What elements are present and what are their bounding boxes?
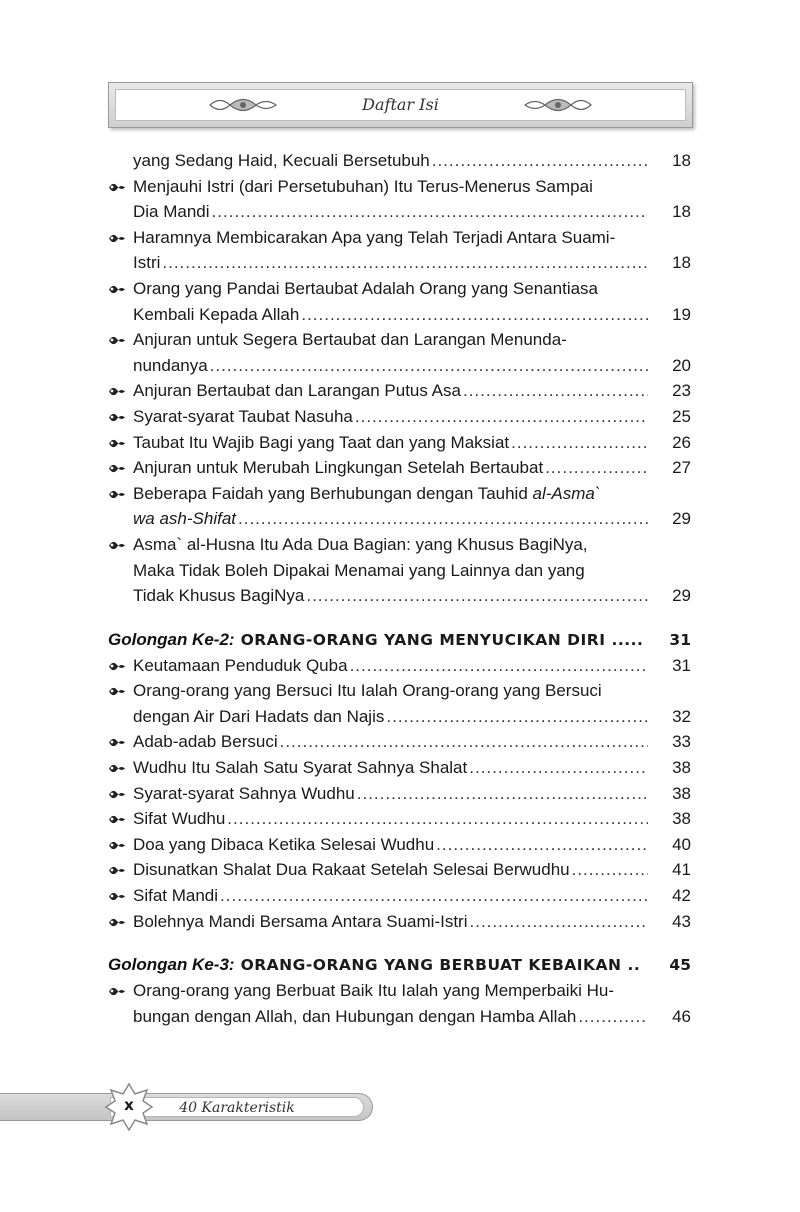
fleuron-bullet-icon xyxy=(108,232,126,245)
toc-entry-title-line: Menjauhi Istri (dari Persetubuhan) Itu Terus-Menerus Sampai xyxy=(133,176,593,196)
toc-entry-title-line: Haramnya Membicarakan Apa yang Telah Terjadi Antara Suami- xyxy=(133,227,616,247)
toc-entry-page: 43 xyxy=(672,911,691,931)
running-header xyxy=(108,82,693,128)
section-title: ORANG-ORANG YANG BERBUAT KEBAIKAN xyxy=(240,956,622,975)
toc-entry[interactable] xyxy=(108,327,693,378)
toc-entry-page: 38 xyxy=(672,783,691,803)
toc-entry[interactable] xyxy=(108,729,693,755)
toc-entry-page: 46 xyxy=(672,1006,691,1026)
toc-entry-page: 18 xyxy=(672,253,691,273)
toc-entry-page: 42 xyxy=(672,886,691,906)
toc-entry-title: bungan dengan Allah, dan Hubungan dengan Hamba Allah xyxy=(133,1006,577,1026)
section-page: 45 xyxy=(669,956,691,975)
fleuron-bullet-icon xyxy=(108,864,126,877)
fleuron-bullet-icon xyxy=(108,334,126,347)
section-title: ORANG-ORANG YANG MENYUCIKAN DIRI xyxy=(240,630,606,649)
fleuron-bullet-icon xyxy=(108,539,126,552)
fleuron-bullet-icon xyxy=(108,283,126,296)
fleuron-bullet-icon xyxy=(108,411,126,424)
toc-entry[interactable] xyxy=(108,532,693,609)
toc-entry-page: 38 xyxy=(672,758,691,778)
toc-entry-page: 40 xyxy=(672,834,691,854)
fleuron-bullet-icon xyxy=(108,685,126,698)
toc-entry-title: Keutamaan Penduduk Quba xyxy=(133,655,348,675)
fleuron-bullet-icon xyxy=(108,762,126,775)
toc-entry-page: 18 xyxy=(672,202,691,222)
floral-ornament-icon xyxy=(523,94,593,116)
toc-entry-page: 25 xyxy=(672,406,691,426)
fleuron-bullet-icon xyxy=(108,890,126,903)
toc-entry[interactable] xyxy=(108,978,693,1029)
fleuron-bullet-icon xyxy=(108,985,126,998)
section-heading[interactable] xyxy=(108,627,693,653)
toc-entry-title: Tidak Khusus BagiNya xyxy=(133,586,305,606)
toc-entry-title: Istri xyxy=(133,253,161,273)
toc-entry-title: Wudhu Itu Salah Satu Syarat Sahnya Shalat xyxy=(133,758,468,778)
toc-entry[interactable] xyxy=(108,678,693,729)
toc-entry[interactable] xyxy=(108,857,693,883)
fleuron-bullet-icon xyxy=(108,788,126,801)
toc-entry[interactable] xyxy=(108,378,693,404)
toc-entry-title: Sifat Mandi xyxy=(133,886,219,906)
toc-entry-title-line: Orang-orang yang Bersuci Itu Ialah Orang-orang yang Bersuci xyxy=(133,681,602,701)
toc-entry-title: Taubat Itu Wajib Bagi yang Taat dan yang Maksiat xyxy=(133,432,510,452)
page-number: x xyxy=(124,1096,134,1114)
toc-entry[interactable] xyxy=(108,832,693,858)
toc-entry-page: 20 xyxy=(672,355,691,375)
toc-entry-title: Bolehnya Mandi Bersama Antara Suami-Istri xyxy=(133,911,468,931)
toc-entry-title: Syarat-syarat Taubat Nasuha xyxy=(133,406,353,426)
toc-entry-page: 18 xyxy=(672,151,691,170)
fleuron-bullet-icon xyxy=(108,839,126,852)
toc-entry-title: nundanya xyxy=(133,355,208,375)
toc-entry[interactable] xyxy=(108,276,693,327)
toc-entry-title-line: Orang-orang yang Berbuat Baik Itu Ialah yang Memperbaiki Hu- xyxy=(133,981,614,1001)
toc-entry[interactable] xyxy=(108,781,693,807)
toc-entry-title-line: Maka Tidak Boleh Dipakai Menamai yang Lainnya dan yang xyxy=(133,560,585,580)
toc-entry-page: 33 xyxy=(672,732,691,752)
toc-entry-page: 29 xyxy=(672,509,691,529)
section-leader: ..... xyxy=(611,630,644,649)
toc-entry-page: 19 xyxy=(672,304,691,324)
section-leader: .. xyxy=(627,956,641,975)
toc-entry-title-emphasis: al-Asma` xyxy=(532,483,601,503)
toc-entry-title: Doa yang Dibaca Ketika Selesai Wudhu xyxy=(133,834,435,854)
toc-entry[interactable] xyxy=(108,430,693,456)
toc-entry[interactable] xyxy=(108,883,693,909)
toc-entry-title: Disunatkan Shalat Dua Rakaat Setelah Selesai Berwudhu xyxy=(133,860,570,880)
toc-entry-page: 29 xyxy=(672,586,691,606)
book-title: 40 Karakteristik xyxy=(179,1100,295,1116)
toc-entry[interactable] xyxy=(108,404,693,430)
fleuron-bullet-icon xyxy=(108,181,126,194)
toc-entry-title-line: Beberapa Faidah yang Berhubungan dengan Tauhid xyxy=(133,483,528,503)
toc-entry-page: 26 xyxy=(672,432,691,452)
toc-entry[interactable] xyxy=(108,653,693,679)
toc-entry-title: dengan Air Dari Hadats dan Najis xyxy=(133,706,385,726)
toc-entry-title: Adab-adab Bersuci xyxy=(133,732,278,752)
toc-entry-page: 27 xyxy=(672,458,691,478)
toc-entry[interactable] xyxy=(108,481,693,532)
fleuron-bullet-icon xyxy=(108,462,126,475)
toc-entry-title-line: Anjuran untuk Segera Bertaubat dan Larangan Menunda- xyxy=(133,330,567,350)
section-page: 31 xyxy=(669,630,691,649)
fleuron-bullet-icon xyxy=(108,813,126,826)
fleuron-bullet-icon xyxy=(108,437,126,450)
toc-entry-page: 32 xyxy=(672,706,691,726)
toc-entry-title: Anjuran Bertaubat dan Larangan Putus Asa xyxy=(133,381,461,401)
toc-entry[interactable] xyxy=(108,806,693,832)
header-title: Daftar Isi xyxy=(362,95,439,114)
toc-entry-title-line: Asma` al-Husna Itu Ada Dua Bagian: yang Khusus BagiNya, xyxy=(133,534,588,554)
toc-entry-title: yang Sedang Haid, Kecuali Bersetubuh xyxy=(133,151,430,170)
toc-entry[interactable] xyxy=(108,455,693,481)
fleuron-bullet-icon xyxy=(108,916,126,929)
toc-entry-page: 23 xyxy=(672,381,691,401)
toc-entry-title: Sifat Wudhu xyxy=(133,809,226,829)
toc-entry[interactable] xyxy=(108,909,693,935)
toc-entry[interactable] xyxy=(108,755,693,781)
toc-entry-title-line: Orang yang Pandai Bertaubat Adalah Orang yang Senantiasa xyxy=(133,278,599,298)
toc-entry-page: 41 xyxy=(672,860,691,880)
section-label: Golongan Ke-2: xyxy=(108,629,235,649)
toc-entry-title: Anjuran untuk Merubah Lingkungan Setelah Bertaubat xyxy=(133,458,544,478)
fleuron-bullet-icon xyxy=(108,660,126,673)
fleuron-bullet-icon xyxy=(108,385,126,398)
toc-entry-page: 38 xyxy=(672,809,691,829)
section-label: Golongan Ke-3: xyxy=(108,955,235,975)
toc-entry-title: Dia Mandi xyxy=(133,202,210,222)
fleuron-bullet-icon xyxy=(108,736,126,749)
fleuron-bullet-icon xyxy=(108,488,126,501)
toc-entry-title: wa ash-Shifat xyxy=(133,509,236,529)
toc-entry-page: 31 xyxy=(672,655,691,675)
toc-entry-title: Kembali Kepada Allah xyxy=(133,304,300,324)
running-header-frame xyxy=(115,89,686,121)
table-of-contents xyxy=(108,148,693,1029)
toc-entry[interactable] xyxy=(108,148,693,174)
toc-entry[interactable] xyxy=(108,225,693,276)
toc-entry-title: Syarat-syarat Sahnya Wudhu xyxy=(133,783,355,803)
running-footer xyxy=(0,1093,373,1121)
toc-entry[interactable] xyxy=(108,174,693,225)
section-heading[interactable] xyxy=(108,952,693,978)
